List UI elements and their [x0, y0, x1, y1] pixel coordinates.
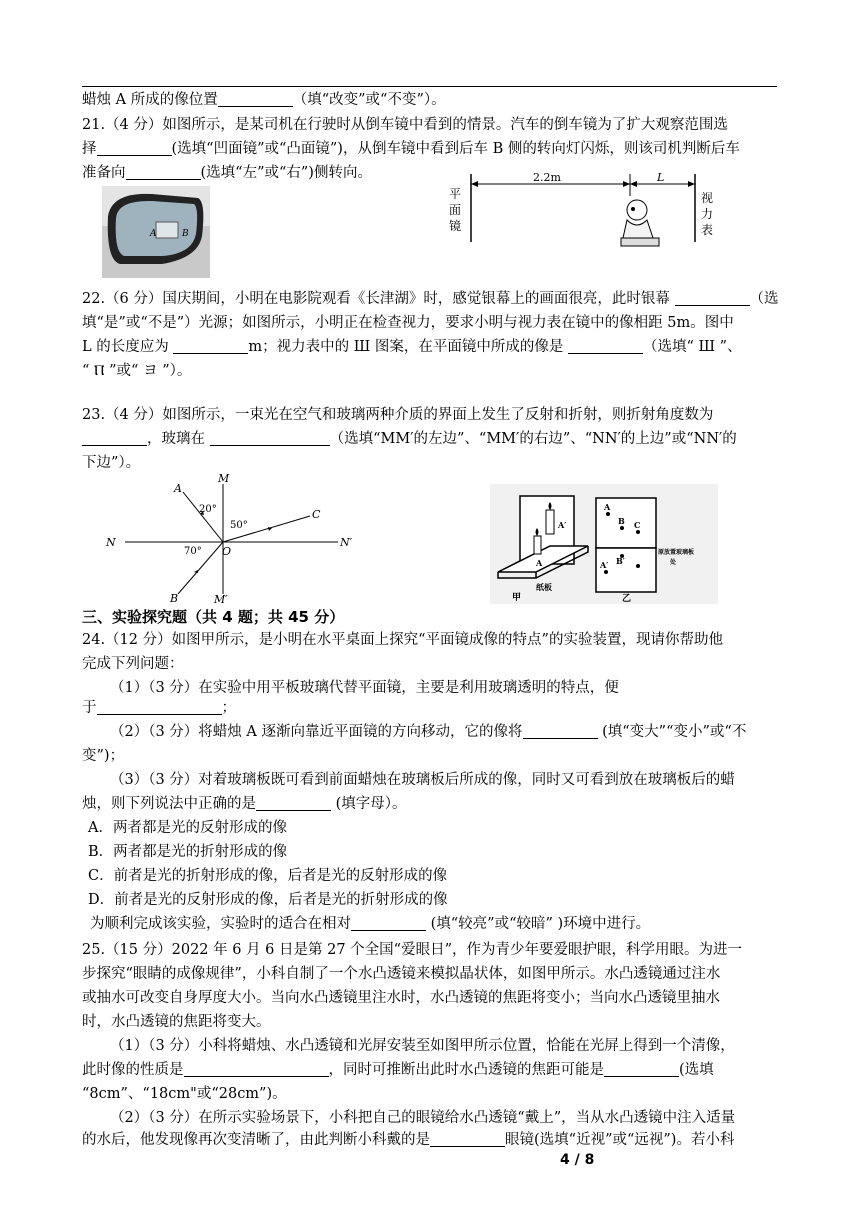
label-m: M: [218, 472, 230, 485]
q24-line8: 烛，则下列说法中正确的是 (填字母）。: [82, 796, 407, 812]
answer-blank[interactable]: [97, 699, 222, 715]
q25-line8: （2）（3 分）在所示实验场景下，小科把自己的眼镜给水凸透镜“戴上”，当从水凸透镜中注入适量: [110, 1110, 736, 1126]
answer-blank[interactable]: [568, 338, 643, 354]
answer-blank[interactable]: [430, 1131, 505, 1147]
section-heading: 三、实验探究题（共 4 题；共 45 分）: [82, 608, 345, 626]
q23-line1: 23.（4 分）如图所示，一束光在空气和玻璃两种介质的界面上发生了反射和折射，则折射角度数为: [82, 407, 714, 423]
answer-blank[interactable]: [126, 164, 201, 180]
shan-icon: Ш: [698, 339, 716, 355]
boy-figure: [621, 200, 659, 246]
chart-char: 表: [701, 223, 714, 237]
label-o: O: [222, 545, 232, 558]
label-b: B: [618, 516, 625, 526]
answer-blank[interactable]: [604, 1061, 679, 1077]
label-m-prime: M′: [214, 593, 228, 605]
mirror-char: 平: [449, 187, 462, 201]
q25-line5: （1）（3 分）小科将蜡烛、水凸透镜和光屏安装至如图甲所示位置，恰能在光屏上得到一个清像，: [110, 1038, 735, 1054]
q24-line9: 为顺利完成该实验，实验时的适合在相对 (填“较亮”或“较暗” )环境中进行。: [90, 916, 651, 932]
answer-blank[interactable]: [351, 915, 426, 931]
label-place: 原放置玻璃板: [658, 549, 695, 556]
page-number: 4 / 8: [560, 1152, 595, 1168]
answer-blank[interactable]: [97, 140, 172, 156]
q22-line1: 22.（6 分）国庆期间，小明在电影院观看《长津湖》时，感觉银幕上的画面很亮，此时银幕 （选: [82, 291, 779, 307]
answer-blank[interactable]: [82, 430, 147, 446]
label-b-prime: B′: [616, 556, 625, 566]
label-n: N: [106, 536, 116, 549]
angle-70: 70°: [184, 546, 202, 557]
answer-blank[interactable]: [218, 91, 293, 107]
angle-20: 20°: [199, 504, 217, 515]
q25-line4: 时，水凸透镜的焦距将变大。: [82, 1014, 271, 1030]
q21-line1: 21.（4 分）如图所示，是某司机在行驶时从倒车镜中看到的情景。汽车的倒车镜为了扩大观察范围选: [82, 117, 728, 133]
l-label: L: [657, 171, 665, 184]
q24-line1: 24.（12 分）如图甲所示，是小明在水平桌面上探究“平面镜成像的特点”的实验装置，现请你帮助他: [82, 632, 723, 648]
shan-icon: Ш: [353, 339, 371, 355]
car-mirror-figure: [102, 186, 210, 278]
q23-line3: 下边”）。: [82, 455, 141, 471]
option-b[interactable]: B．两者都是光的折射形成的像: [88, 844, 288, 860]
mirror-label-a: A: [150, 229, 157, 239]
label-jia: 甲: [512, 593, 522, 603]
line-l0: 蜡烛 A 所成的像位置 （填“改变”或“不变”）。: [82, 92, 446, 108]
label-n-prime: N′: [340, 536, 353, 549]
q23-line2: ，玻璃在 （选填“MM′的左边”、“MM′的右边”、“NN′的上边”或“NN′的: [82, 429, 782, 449]
q21-line2: 择 (选填“凹面镜”或“凸面镜”)，从倒车镜中看到后车 B 侧的转向灯闪烁，则该司机判断后车: [82, 141, 740, 157]
chart-char: 力: [701, 207, 714, 221]
q24-line3: （1）（3 分）在实验中用平板玻璃代替平面镜，主要是利用玻璃透明的特点，便: [110, 680, 619, 696]
answer-blank[interactable]: [184, 1061, 329, 1077]
mirror-char: 面: [449, 203, 462, 217]
answer-blank[interactable]: [173, 338, 248, 354]
shan-rotated-icon: ヨ: [143, 363, 158, 379]
label-b: B: [170, 592, 179, 605]
q24-line2: 完成下列问题：: [82, 656, 184, 672]
label-c: C: [634, 520, 641, 530]
q24-line4: 于 ；: [82, 700, 236, 716]
experiment-figure: [490, 484, 718, 604]
shan-inverted-icon: Ⲡ: [94, 363, 105, 379]
label-a-prime: A′: [600, 560, 609, 570]
mirror-label-b: B: [182, 229, 189, 239]
q25-line7: “8cm”、“18cm"或“28cm”)。: [82, 1086, 287, 1102]
chart-char: 视: [701, 191, 714, 205]
q22-line3: L 的长度应为 m；视力表中的 Ш 图案，在平面镜中所成的像是 （选填“ Ш ”、: [82, 339, 742, 355]
refraction-figure: [100, 470, 360, 605]
label-a: A: [536, 558, 543, 568]
q25-line3: 或抽水可改变自身厚度大小。当向水凸透镜里注水时，水凸透镜的焦距将变小；当向水凸透镜里抽水: [82, 990, 720, 1006]
q25-line9: 的水后，他发现像再次变清晰了，由此判断小科戴的是 眼镜(选填“近视”或“远视”)。若小科: [82, 1132, 735, 1148]
eye-chart-figure: [445, 170, 725, 258]
header-rule: [82, 86, 777, 87]
label-a: A: [174, 482, 182, 495]
mirror-char: 镜: [449, 219, 462, 233]
label-c: C: [312, 508, 321, 521]
q25-line2: 步探究“眼睛的成像规律”，小科自制了一个水凸透镜来模拟晶状体，如图甲所示。水凸透镜通过注水: [82, 966, 721, 982]
q21-line3: 准备向 (选填“左”或“右”)侧转向。: [82, 165, 372, 181]
distance-label: 2.2m: [533, 171, 561, 184]
answer-blank[interactable]: [210, 430, 330, 446]
option-c[interactable]: C．前者是光的折射形成的像，后者是光的反射形成的像: [88, 868, 448, 884]
q24-line5: （2）（3 分）将蜡烛 A 逐渐向靠近平面镜的方向移动，它的像将 (填“变大”“变小”或“不: [110, 724, 747, 740]
answer-blank[interactable]: [256, 795, 331, 811]
q25-line1: 25.（15 分）2022 年 6 月 6 日是第 27 个全国“爱眼日”，作为青少年要爱眼护眼，科学用眼。为进一: [82, 942, 743, 958]
q24-line7: （3）（3 分）对着玻璃板既可看到前面蜡烛在玻璃板后所成的像，同时又可看到放在玻璃板后的蜡: [110, 772, 735, 788]
q22-line2: 填“是”或“不是”）光源；如图所示，小明正在检查视力，要求小明与视力表在镜中的像相距 5m。图中: [82, 315, 734, 331]
label-a-prime: A′: [558, 520, 567, 530]
q25-line6: 此时像的性质是 ，同时可推断出此时水凸透镜的焦距可能是 (选填: [82, 1062, 714, 1078]
label-a: A: [604, 502, 611, 512]
option-a[interactable]: A．两者都是光的反射形成的像: [88, 820, 287, 836]
option-d[interactable]: D．前者是光的反射形成的像，后者是光的折射形成的像: [88, 892, 448, 908]
label-yi: 乙: [622, 594, 632, 604]
angle-50: 50°: [230, 520, 248, 531]
answer-blank[interactable]: [675, 290, 750, 306]
answer-blank[interactable]: [523, 723, 598, 739]
label-paper: 纸板: [536, 582, 552, 592]
label-place: 处: [670, 559, 677, 566]
q22-line4: “ Ⲡ ”或“ ヨ ”）。: [82, 363, 192, 379]
q24-line6: 变”)；: [82, 748, 125, 764]
